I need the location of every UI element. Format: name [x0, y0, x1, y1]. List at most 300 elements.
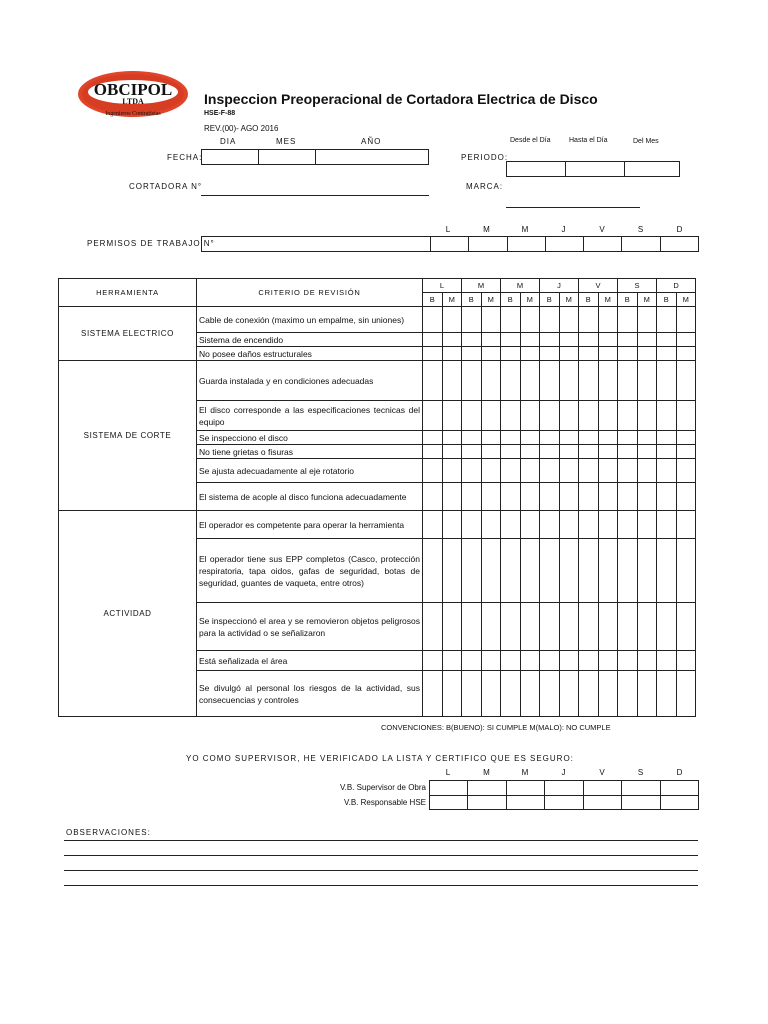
rating-good-cell[interactable]: [501, 511, 521, 539]
observation-line[interactable]: [64, 855, 698, 856]
rating-bad-cell[interactable]: [559, 401, 579, 431]
criterion-text: Está señalizada el área: [197, 651, 423, 671]
criterion-text: No posee daños estructurales: [197, 347, 423, 361]
rating-bad-cell[interactable]: [559, 347, 579, 361]
signature-cell[interactable]: [545, 781, 583, 796]
rating-bad-cell[interactable]: [481, 445, 501, 459]
rating-good-cell[interactable]: [657, 651, 677, 671]
rating-good-cell[interactable]: [579, 307, 599, 333]
rating-good-cell[interactable]: [579, 511, 599, 539]
section-name: ACTIVIDAD: [59, 511, 197, 717]
rating-good-cell[interactable]: [540, 603, 560, 651]
rating-bad-cell[interactable]: [598, 333, 618, 347]
rating-bad-cell[interactable]: [559, 483, 579, 511]
observation-line[interactable]: [64, 885, 698, 886]
rating-good-cell[interactable]: [540, 511, 560, 539]
observation-line[interactable]: [64, 870, 698, 871]
rating-bad-cell[interactable]: [559, 361, 579, 401]
rating-good-header: B: [579, 293, 599, 307]
signature-cell[interactable]: [660, 781, 698, 796]
rating-bad-cell[interactable]: [520, 361, 540, 401]
cortadora-field[interactable]: [201, 195, 429, 196]
rating-good-cell[interactable]: [501, 459, 521, 483]
responsable-hse-label: V.B. Responsable HSE: [344, 798, 426, 807]
rating-bad-cell[interactable]: [559, 511, 579, 539]
ano-label: AÑO: [361, 137, 382, 146]
criterion-text: Guarda instalada y en condiciones adecuadas: [197, 361, 423, 401]
rating-good-cell[interactable]: [579, 651, 599, 671]
criterion-text: Cable de conexión (maximo un empalme, sin uniones): [197, 307, 423, 333]
rating-bad-cell[interactable]: [442, 445, 462, 459]
rating-bad-cell[interactable]: [481, 651, 501, 671]
rating-good-cell[interactable]: [540, 539, 560, 603]
signature-cell[interactable]: [660, 795, 698, 810]
rating-bad-cell[interactable]: [598, 603, 618, 651]
rating-bad-cell[interactable]: [637, 651, 657, 671]
rating-bad-cell[interactable]: [676, 333, 696, 347]
rating-good-cell[interactable]: [501, 431, 521, 445]
fecha-ano-field[interactable]: [316, 150, 429, 165]
mes-label: MES: [276, 137, 297, 146]
day-header: S: [618, 279, 657, 293]
periodo-hasta-field[interactable]: [566, 162, 625, 177]
rating-good-cell[interactable]: [501, 651, 521, 671]
day-label: D: [676, 225, 683, 234]
rating-good-cell[interactable]: [579, 459, 599, 483]
observations-label: OBSERVACIONES:: [66, 828, 151, 837]
rating-bad-cell[interactable]: [637, 307, 657, 333]
rating-good-cell[interactable]: [423, 401, 443, 431]
rating-good-cell[interactable]: [501, 539, 521, 603]
rating-bad-cell[interactable]: [442, 671, 462, 717]
rating-bad-cell[interactable]: [676, 651, 696, 671]
rating-good-cell[interactable]: [618, 401, 638, 431]
rating-good-cell[interactable]: [618, 431, 638, 445]
rating-good-cell[interactable]: [462, 459, 482, 483]
rating-bad-cell[interactable]: [520, 671, 540, 717]
rating-bad-header: M: [442, 293, 462, 307]
rating-bad-cell[interactable]: [598, 307, 618, 333]
rating-good-cell[interactable]: [423, 511, 443, 539]
rating-good-cell[interactable]: [423, 361, 443, 401]
rating-good-cell[interactable]: [657, 401, 677, 431]
permisos-general-field[interactable]: [202, 237, 431, 252]
rating-good-cell[interactable]: [657, 431, 677, 445]
rating-bad-cell[interactable]: [442, 361, 462, 401]
rating-bad-cell[interactable]: [598, 459, 618, 483]
rating-good-cell[interactable]: [579, 347, 599, 361]
rating-good-cell[interactable]: [423, 333, 443, 347]
signature-cell[interactable]: [622, 795, 660, 810]
permisos-fields: [201, 236, 699, 252]
signature-cell[interactable]: [583, 781, 621, 796]
criterion-text: Se inspecciono el disco: [197, 431, 423, 445]
day-label: L: [445, 225, 451, 234]
rating-good-cell[interactable]: [540, 671, 560, 717]
day-label: V: [599, 225, 605, 234]
day-header: L: [423, 279, 462, 293]
signature-grid: [429, 780, 699, 810]
rating-bad-cell[interactable]: [481, 603, 501, 651]
rating-good-cell[interactable]: [501, 347, 521, 361]
rating-good-cell[interactable]: [462, 539, 482, 603]
rating-good-cell[interactable]: [501, 483, 521, 511]
logo-sub: LTDA: [122, 97, 144, 106]
rating-good-cell[interactable]: [501, 361, 521, 401]
rating-good-cell[interactable]: [657, 307, 677, 333]
rating-good-cell[interactable]: [579, 361, 599, 401]
rating-good-cell[interactable]: [657, 333, 677, 347]
checklist-row: [59, 511, 696, 539]
rating-bad-cell[interactable]: [637, 361, 657, 401]
day-header: D: [657, 279, 696, 293]
rating-good-cell[interactable]: [618, 651, 638, 671]
rating-bad-cell[interactable]: [637, 445, 657, 459]
rating-good-cell[interactable]: [462, 333, 482, 347]
rating-good-cell[interactable]: [462, 401, 482, 431]
rating-bad-cell[interactable]: [637, 539, 657, 603]
rating-bad-cell[interactable]: [676, 347, 696, 361]
day-header: M: [501, 279, 540, 293]
rating-bad-cell[interactable]: [598, 347, 618, 361]
rating-bad-cell[interactable]: [598, 671, 618, 717]
rating-bad-cell[interactable]: [481, 347, 501, 361]
rating-good-cell[interactable]: [501, 401, 521, 431]
rating-good-cell[interactable]: [423, 307, 443, 333]
rating-good-cell[interactable]: [618, 483, 638, 511]
logo-tagline: Ingenieros Contratistas: [105, 111, 161, 117]
marca-field[interactable]: [506, 207, 640, 208]
rating-bad-cell[interactable]: [559, 651, 579, 671]
rating-bad-cell[interactable]: [676, 445, 696, 459]
supervisor-obra-label: V.B. Supervisor de Obra: [340, 783, 426, 792]
rating-bad-cell[interactable]: [637, 333, 657, 347]
rating-bad-cell[interactable]: [481, 539, 501, 603]
rating-bad-cell[interactable]: [637, 401, 657, 431]
rating-bad-cell[interactable]: [559, 539, 579, 603]
rating-good-cell[interactable]: [618, 361, 638, 401]
rating-good-cell[interactable]: [501, 307, 521, 333]
rating-good-cell[interactable]: [540, 347, 560, 361]
rating-good-cell[interactable]: [462, 347, 482, 361]
rating-good-cell[interactable]: [501, 671, 521, 717]
day-label: J: [561, 225, 566, 234]
periodo-label: PERIODO:: [461, 153, 509, 162]
rating-good-cell[interactable]: [657, 539, 677, 603]
signature-cell[interactable]: [430, 781, 468, 796]
rating-bad-cell[interactable]: [598, 401, 618, 431]
permiso-day-field[interactable]: [660, 237, 698, 252]
signature-cell[interactable]: [430, 795, 468, 810]
rating-good-cell[interactable]: [501, 445, 521, 459]
rating-good-cell[interactable]: [618, 307, 638, 333]
rating-good-cell[interactable]: [657, 361, 677, 401]
rating-good-cell[interactable]: [618, 347, 638, 361]
rating-bad-cell[interactable]: [520, 539, 540, 603]
rating-bad-cell[interactable]: [637, 459, 657, 483]
rating-good-cell[interactable]: [618, 603, 638, 651]
rating-bad-cell[interactable]: [559, 603, 579, 651]
rating-good-cell[interactable]: [423, 483, 443, 511]
rating-good-cell[interactable]: [423, 347, 443, 361]
rating-good-cell[interactable]: [423, 539, 443, 603]
criterion-text: Se inspeccionó el area y se removieron objetos peligrosos para la actividad o se señalizaron: [197, 603, 423, 651]
rating-good-cell[interactable]: [579, 445, 599, 459]
rating-bad-cell[interactable]: [520, 401, 540, 431]
rating-good-cell[interactable]: [423, 671, 443, 717]
fecha-mes-field[interactable]: [259, 150, 316, 165]
day-header: V: [579, 279, 618, 293]
signature-cell[interactable]: [545, 795, 583, 810]
rating-good-cell[interactable]: [618, 539, 638, 603]
rating-bad-cell[interactable]: [442, 401, 462, 431]
signature-cell[interactable]: [506, 781, 544, 796]
rating-bad-cell[interactable]: [481, 333, 501, 347]
rating-bad-cell[interactable]: [520, 511, 540, 539]
rating-bad-cell[interactable]: [481, 459, 501, 483]
rating-good-cell[interactable]: [540, 401, 560, 431]
rating-bad-cell[interactable]: [520, 333, 540, 347]
rating-bad-cell[interactable]: [598, 445, 618, 459]
rating-good-cell[interactable]: [423, 459, 443, 483]
form-code: HSE-F-88: [204, 110, 236, 117]
criterion-text: El operador es competente para operar la herramienta: [197, 511, 423, 539]
rating-bad-cell[interactable]: [481, 361, 501, 401]
rating-bad-cell[interactable]: [520, 445, 540, 459]
rating-bad-cell[interactable]: [442, 347, 462, 361]
rating-good-cell[interactable]: [618, 511, 638, 539]
checklist-table: [58, 278, 696, 717]
rating-good-cell[interactable]: [579, 333, 599, 347]
rating-good-cell[interactable]: [501, 603, 521, 651]
signature-cell[interactable]: [468, 795, 506, 810]
rating-bad-cell[interactable]: [598, 539, 618, 603]
periodo-mes-field[interactable]: [625, 162, 680, 177]
rating-good-cell[interactable]: [540, 445, 560, 459]
permiso-day-field[interactable]: [545, 237, 583, 252]
rating-bad-cell[interactable]: [559, 445, 579, 459]
rating-good-cell[interactable]: [540, 483, 560, 511]
rating-good-cell[interactable]: [579, 671, 599, 717]
rating-good-cell[interactable]: [579, 483, 599, 511]
day-label: S: [637, 768, 644, 777]
permiso-day-field[interactable]: [431, 237, 469, 252]
desde-label: Desde el Día: [510, 137, 551, 144]
logo-name: OBCIPOL: [93, 80, 173, 99]
day-label: M: [483, 225, 490, 234]
permiso-day-field[interactable]: [622, 237, 660, 252]
rating-good-cell[interactable]: [462, 307, 482, 333]
supervisor-day-headers: [429, 768, 699, 778]
day-label: L: [445, 768, 451, 777]
rating-bad-cell[interactable]: [442, 333, 462, 347]
rating-bad-header: M: [598, 293, 618, 307]
rating-bad-cell[interactable]: [637, 483, 657, 511]
rating-bad-cell[interactable]: [520, 603, 540, 651]
rating-good-cell[interactable]: [579, 431, 599, 445]
rating-good-cell[interactable]: [657, 603, 677, 651]
criterion-text: No tiene grietas o fisuras: [197, 445, 423, 459]
rating-good-cell[interactable]: [462, 431, 482, 445]
rating-good-cell[interactable]: [579, 401, 599, 431]
rating-good-cell[interactable]: [657, 347, 677, 361]
rating-bad-cell[interactable]: [442, 511, 462, 539]
rating-good-cell[interactable]: [579, 603, 599, 651]
rating-bad-cell[interactable]: [481, 401, 501, 431]
rating-bad-cell[interactable]: [442, 603, 462, 651]
rating-bad-header: M: [520, 293, 540, 307]
rating-bad-cell[interactable]: [442, 459, 462, 483]
fecha-fields: [201, 149, 429, 165]
rating-bad-header: M: [676, 293, 696, 307]
dia-label: DIA: [220, 137, 237, 146]
rating-good-cell[interactable]: [540, 361, 560, 401]
rating-bad-cell[interactable]: [481, 511, 501, 539]
rating-bad-cell[interactable]: [676, 483, 696, 511]
rating-good-cell[interactable]: [618, 671, 638, 717]
rating-bad-cell[interactable]: [637, 347, 657, 361]
rating-bad-cell[interactable]: [520, 483, 540, 511]
rating-good-cell[interactable]: [657, 459, 677, 483]
permisos-label: PERMISOS DE TRABAJO N°: [87, 239, 215, 248]
rating-bad-header: M: [559, 293, 579, 307]
rating-bad-cell[interactable]: [481, 671, 501, 717]
rating-good-cell[interactable]: [540, 307, 560, 333]
rating-good-header: B: [423, 293, 443, 307]
rating-good-cell[interactable]: [618, 333, 638, 347]
rating-good-cell[interactable]: [462, 445, 482, 459]
rating-good-cell[interactable]: [462, 603, 482, 651]
day-label: J: [561, 768, 566, 777]
signature-cell[interactable]: [583, 795, 621, 810]
rating-good-cell[interactable]: [462, 651, 482, 671]
form-title: Inspeccion Preoperacional de Cortadora Electrica de Disco: [204, 91, 598, 107]
observation-line[interactable]: [64, 840, 698, 841]
cortadora-label: CORTADORA N°: [129, 182, 203, 191]
fecha-dia-field[interactable]: [202, 150, 259, 165]
fecha-label: FECHA:: [167, 153, 203, 162]
rating-bad-cell[interactable]: [676, 511, 696, 539]
hasta-label: Hasta el Día: [569, 137, 608, 144]
rating-bad-cell[interactable]: [520, 459, 540, 483]
criterion-text: El operador tiene sus EPP completos (Casco, protección respiratoria, tapa oidos, gafas de seguridad, botas de seguridad, guantes de vaqueta, entre otros): [197, 539, 423, 603]
rating-bad-cell[interactable]: [559, 671, 579, 717]
periodo-desde-field[interactable]: [507, 162, 566, 177]
day-label: S: [637, 225, 644, 234]
signature-cell[interactable]: [468, 781, 506, 796]
rating-bad-cell[interactable]: [598, 483, 618, 511]
rating-bad-cell[interactable]: [481, 483, 501, 511]
supervisor-statement: YO COMO SUPERVISOR, HE VERIFICADO LA LISTA Y CERTIFICO QUE ES SEGURO:: [186, 754, 574, 763]
company-logo: [77, 70, 189, 120]
rating-bad-cell[interactable]: [559, 333, 579, 347]
rating-bad-cell[interactable]: [676, 431, 696, 445]
rating-bad-header: M: [481, 293, 501, 307]
rating-bad-cell[interactable]: [559, 307, 579, 333]
rating-bad-cell[interactable]: [598, 651, 618, 671]
rating-bad-cell[interactable]: [520, 651, 540, 671]
rating-bad-cell[interactable]: [676, 401, 696, 431]
checklist-row: [59, 361, 696, 401]
day-label: D: [676, 768, 683, 777]
rating-good-cell[interactable]: [462, 361, 482, 401]
rating-bad-cell[interactable]: [442, 483, 462, 511]
rating-bad-cell[interactable]: [520, 431, 540, 445]
permiso-day-field[interactable]: [584, 237, 622, 252]
rating-good-cell[interactable]: [540, 459, 560, 483]
rating-bad-cell[interactable]: [481, 431, 501, 445]
rating-bad-cell[interactable]: [676, 459, 696, 483]
rating-bad-cell[interactable]: [637, 603, 657, 651]
rating-good-cell[interactable]: [462, 483, 482, 511]
rating-good-header: B: [657, 293, 677, 307]
rating-good-cell[interactable]: [540, 651, 560, 671]
rating-bad-cell[interactable]: [598, 431, 618, 445]
permiso-day-field[interactable]: [469, 237, 507, 252]
rating-good-cell[interactable]: [423, 603, 443, 651]
rating-bad-cell[interactable]: [637, 431, 657, 445]
criterion-text: Sistema de encendido: [197, 333, 423, 347]
rating-bad-cell[interactable]: [676, 307, 696, 333]
rating-good-cell[interactable]: [423, 445, 443, 459]
rating-bad-cell[interactable]: [637, 511, 657, 539]
rating-good-cell[interactable]: [579, 539, 599, 603]
rating-good-cell[interactable]: [657, 445, 677, 459]
rating-bad-cell[interactable]: [442, 307, 462, 333]
signature-cell[interactable]: [622, 781, 660, 796]
periodo-fields: [506, 161, 680, 177]
rating-good-cell[interactable]: [657, 511, 677, 539]
rating-good-cell[interactable]: [501, 333, 521, 347]
rating-bad-cell[interactable]: [598, 361, 618, 401]
rating-bad-cell[interactable]: [598, 511, 618, 539]
rating-bad-cell[interactable]: [520, 307, 540, 333]
rating-good-cell[interactable]: [657, 671, 677, 717]
section-name: SISTEMA ELECTRICO: [59, 307, 197, 361]
rating-bad-cell[interactable]: [676, 671, 696, 717]
rating-bad-cell[interactable]: [442, 651, 462, 671]
rating-bad-cell[interactable]: [442, 431, 462, 445]
signature-cell[interactable]: [506, 795, 544, 810]
marca-label: MARCA:: [466, 182, 504, 191]
rating-good-cell[interactable]: [540, 333, 560, 347]
rating-bad-cell[interactable]: [481, 307, 501, 333]
rating-bad-cell[interactable]: [676, 539, 696, 603]
rating-bad-cell[interactable]: [442, 539, 462, 603]
rating-bad-cell[interactable]: [676, 603, 696, 651]
day-label: V: [599, 768, 605, 777]
rating-bad-cell[interactable]: [520, 347, 540, 361]
permiso-day-field[interactable]: [507, 237, 545, 252]
day-label: M: [521, 225, 529, 234]
rating-bad-cell[interactable]: [676, 361, 696, 401]
rating-good-cell[interactable]: [462, 671, 482, 717]
rating-good-cell[interactable]: [618, 445, 638, 459]
rating-good-cell[interactable]: [540, 431, 560, 445]
rating-good-cell[interactable]: [462, 511, 482, 539]
col-criteria-header: CRITERIO DE REVISIÓN: [197, 279, 423, 307]
rating-good-header: B: [618, 293, 638, 307]
rating-bad-cell[interactable]: [637, 671, 657, 717]
rating-good-cell[interactable]: [618, 459, 638, 483]
rating-bad-cell[interactable]: [559, 431, 579, 445]
rating-bad-cell[interactable]: [559, 459, 579, 483]
rating-good-cell[interactable]: [657, 483, 677, 511]
rating-good-header: B: [462, 293, 482, 307]
rating-good-cell[interactable]: [423, 431, 443, 445]
rating-good-cell[interactable]: [423, 651, 443, 671]
criterion-text: El sistema de acople al disco funciona adecuadamente: [197, 483, 423, 511]
